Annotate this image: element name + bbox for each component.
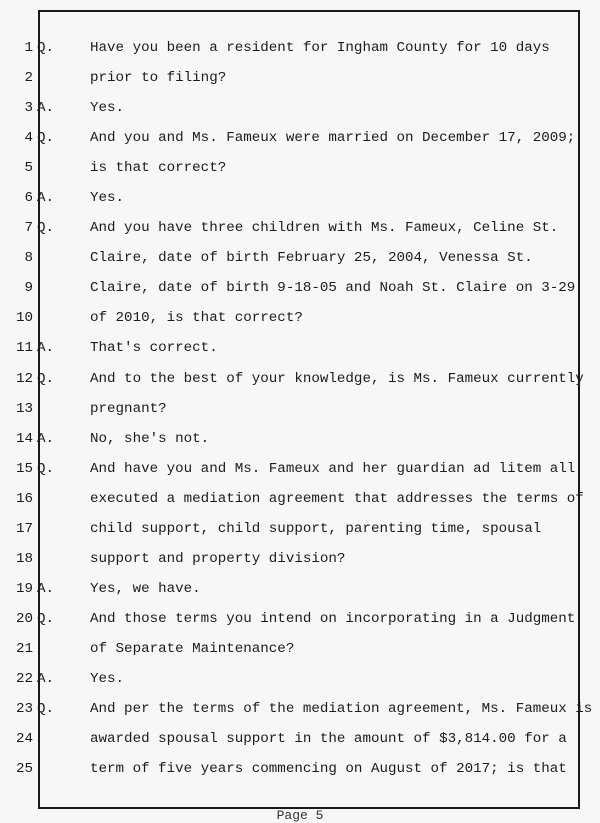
line-text: of 2010, is that correct? [90,310,303,327]
line-text: awarded spousal support in the amount of $3,814.00 for a [90,731,567,748]
transcript-line [0,724,600,754]
transcript-line [0,63,600,93]
transcript-line [0,694,600,724]
line-text: executed a mediation agreement that addresses the terms of [90,490,584,507]
line-number: 21 [15,640,33,657]
line-number: 24 [15,731,33,748]
speaker-label: A. [37,340,55,357]
line-number: 17 [15,520,33,537]
speaker-label: A. [37,190,55,207]
line-number: 4 [24,130,33,147]
speaker-label: A. [37,580,55,597]
transcript-line [0,664,600,694]
speaker-label: Q. [37,130,55,147]
line-number: 14 [15,430,33,447]
line-number: 25 [15,761,33,778]
line-text: term of five years commencing on August of 2017; is that [90,761,567,778]
line-text: And you have three children with Ms. Fameux, Celine St. [90,220,559,237]
transcript-line [0,544,600,574]
transcript-line [0,484,600,514]
line-text: And to the best of your knowledge, is Ms. Fameux currently [90,370,584,387]
line-number: 9 [24,280,33,297]
transcript-line [0,153,600,183]
line-number: 18 [15,550,33,567]
line-number: 11 [15,340,33,357]
transcript-line [0,243,600,273]
transcript-line [0,93,600,123]
line-number: 6 [24,190,33,207]
line-number: 23 [15,701,33,718]
transcript-line [0,514,600,544]
line-text: is that correct? [90,160,227,177]
line-number: 15 [15,460,33,477]
line-text: Yes. [90,100,125,117]
transcript-line [0,604,600,634]
line-text: Yes. [90,190,125,207]
line-number: 16 [15,490,33,507]
transcript-line [0,123,600,153]
speaker-label: A. [37,430,55,447]
line-text: Claire, date of birth 9-18-05 and Noah St. Claire on 3-29 [90,280,576,297]
line-number: 22 [15,670,33,687]
line-number: 3 [24,100,33,117]
line-number: 2 [24,70,33,87]
line-number: 12 [15,370,33,387]
line-number: 19 [15,580,33,597]
line-text: support and property division? [90,550,346,567]
line-text: No, she's not. [90,430,210,447]
line-text: child support, child support, parenting time, spousal [90,520,542,537]
line-number: 5 [24,160,33,177]
line-text: pregnant? [90,400,167,417]
speaker-label: Q. [37,370,55,387]
transcript-line [0,574,600,604]
transcript-line [0,424,600,454]
line-text: And those terms you intend on incorporating in a Judgment [90,610,576,627]
line-text: And have you and Ms. Fameux and her guardian ad litem all [90,460,576,477]
transcript-lines [0,33,600,784]
transcript-line [0,394,600,424]
transcript-line [0,754,600,784]
line-text: And you and Ms. Fameux were married on December 17, 2009; [90,130,576,147]
line-text: Claire, date of birth February 25, 2004, Venessa St. [90,250,533,267]
speaker-label: Q. [37,460,55,477]
line-text: prior to filing? [90,70,227,87]
transcript-line [0,364,600,394]
speaker-label: Q. [37,40,55,56]
line-text: Yes, we have. [90,580,201,597]
transcript-line [0,273,600,303]
transcript-line [0,333,600,363]
line-number: 7 [24,220,33,237]
page-number: Page 5 [276,808,324,823]
transcript-line [0,454,600,484]
line-text: Have you been a resident for Ingham County for 10 days [90,40,550,56]
line-number: 20 [15,610,33,627]
speaker-label: A. [37,670,55,687]
transcript-line [0,634,600,664]
line-text: Yes. [90,670,125,687]
line-number: 8 [24,250,33,267]
transcript-line [0,303,600,333]
line-number: 1 [24,40,33,56]
transcript-line [0,33,600,63]
line-text: And per the terms of the mediation agreement, Ms. Fameux is [90,701,593,718]
line-number: 13 [15,400,33,417]
transcript-line [0,183,600,213]
speaker-label: Q. [37,610,55,627]
line-number: 10 [15,310,33,327]
line-text: That's correct. [90,340,218,357]
speaker-label: Q. [37,220,55,237]
speaker-label: A. [37,100,55,117]
transcript-line [0,213,600,243]
speaker-label: Q. [37,701,55,718]
line-text: of Separate Maintenance? [90,640,295,657]
